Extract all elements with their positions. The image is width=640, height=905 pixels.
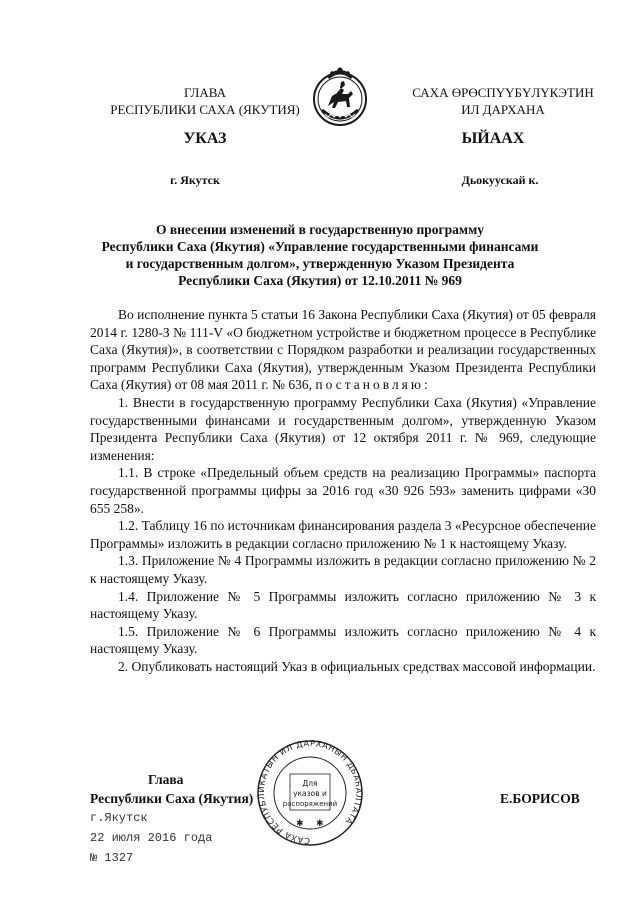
intro-text: Во исполнение пункта 5 статьи 16 Закона Республики Саха (Якутия) от 05 февраля 2014 г. 1280-З № 111-V «О бюджетном устройстве и бюджетном процессе в Республике Саха (Якутия)», в соответствии с Порядком разработки и реализации государственных программ Республики Саха (Якутия), утвержденным Указом Президента Республики Саха (Якутия) от 08 мая 2011 г. № 636, bbox=[90, 307, 596, 393]
stamp-center-line3: распоряжений bbox=[282, 800, 338, 808]
footer-number: № 1327 bbox=[90, 851, 134, 865]
title-line4: Республики Саха (Якутия) от 12.10.2011 № 969 bbox=[178, 273, 462, 288]
title-line3: и государственным долгом», утвержденную Указом Президента bbox=[125, 256, 515, 271]
paragraph-1-5: 1.5. Приложение № 6 Программы изложить согласно приложению № 4 к настоящему Указу. bbox=[90, 623, 596, 657]
paragraph-1: 1. Внести в государственную программу Республики Саха (Якутия) «Управление государственными финансами и государственным долгом», утвержденную Указом Президента Республики Саха (Якутия) от 12 октября 2011 г. № 969, следующие изменения: bbox=[90, 394, 596, 463]
doc-type-ru: УКАЗ bbox=[183, 130, 227, 147]
stamp-center-line1: Для bbox=[302, 779, 318, 788]
footer-city: г.Якутск bbox=[90, 811, 148, 825]
official-stamp bbox=[250, 738, 370, 848]
paragraph-1-1: 1.1. В строке «Предельный объем средств на реализацию Программы» паспорта государственной программы цифры за 2016 год «30 926 593» заменить цифрами «30 655 258». bbox=[90, 465, 596, 516]
header-left-line1: ГЛАВА bbox=[184, 85, 226, 100]
footer-date: 22 июля 2016 года bbox=[90, 831, 213, 845]
paragraph-2: 2. Опубликовать настоящий Указ в официальных средствах массовой информации. bbox=[118, 658, 596, 674]
intro-paragraph bbox=[90, 306, 596, 394]
header-right-line2: ИЛ ДАРХАНА bbox=[461, 102, 545, 117]
footer bbox=[90, 808, 212, 868]
header-left-line2: РЕСПУБЛИКИ САХА (ЯКУТИЯ) bbox=[110, 102, 300, 117]
coat-of-arms-emblem bbox=[311, 62, 369, 132]
decree-word: постановляю: bbox=[315, 377, 431, 393]
document-title bbox=[80, 221, 560, 289]
place-ru: г. Якутск bbox=[170, 173, 220, 187]
paragraph-1-4: 1.4. Приложение № 5 Программы изложить согласно приложению № 3 к настоящему Указу. bbox=[90, 588, 596, 622]
stamp-star-left: ✱ bbox=[296, 818, 304, 828]
header-right bbox=[378, 84, 628, 118]
stamp-ring-text: САХА РЕСПУБЛИКАТЫН ИЛ ДАРХАНЫН ДЬАҺАЛТАТА bbox=[255, 738, 365, 847]
paragraph-1-3: 1.3. Приложение № 4 Программы изложить в редакции согласно приложению № 2 к настоящему Указу. bbox=[90, 553, 596, 586]
stamp-star-right: ✱ bbox=[316, 818, 324, 828]
document-body bbox=[90, 306, 596, 675]
header-right-line1: САХА ӨРӨСПҮҮБҮЛҮКЭТИН bbox=[412, 85, 594, 100]
header-left bbox=[80, 84, 330, 118]
signature-title-line1: Глава bbox=[148, 772, 184, 787]
title-line2: Республики Саха (Якутия) «Управление государственными финансами bbox=[101, 239, 539, 254]
signatory-name: Е.БОРИСОВ bbox=[500, 791, 580, 806]
paragraph-1-2: 1.2. Таблицу 16 по источникам финансирования раздела 3 «Ресурсное обеспечение Программы» изложить в редакции согласно приложению № 1 к настоящему Указу. bbox=[90, 518, 596, 551]
place-sah: Дьокуускай к. bbox=[461, 173, 539, 187]
stamp-center-line2: указов и bbox=[293, 789, 327, 798]
title-line1: О внесении изменений в государственную программу bbox=[155, 222, 485, 237]
signature-title-line2: Республики Саха (Якутия) bbox=[90, 791, 254, 806]
doc-type-sah: ЫЙААХ bbox=[461, 130, 525, 147]
